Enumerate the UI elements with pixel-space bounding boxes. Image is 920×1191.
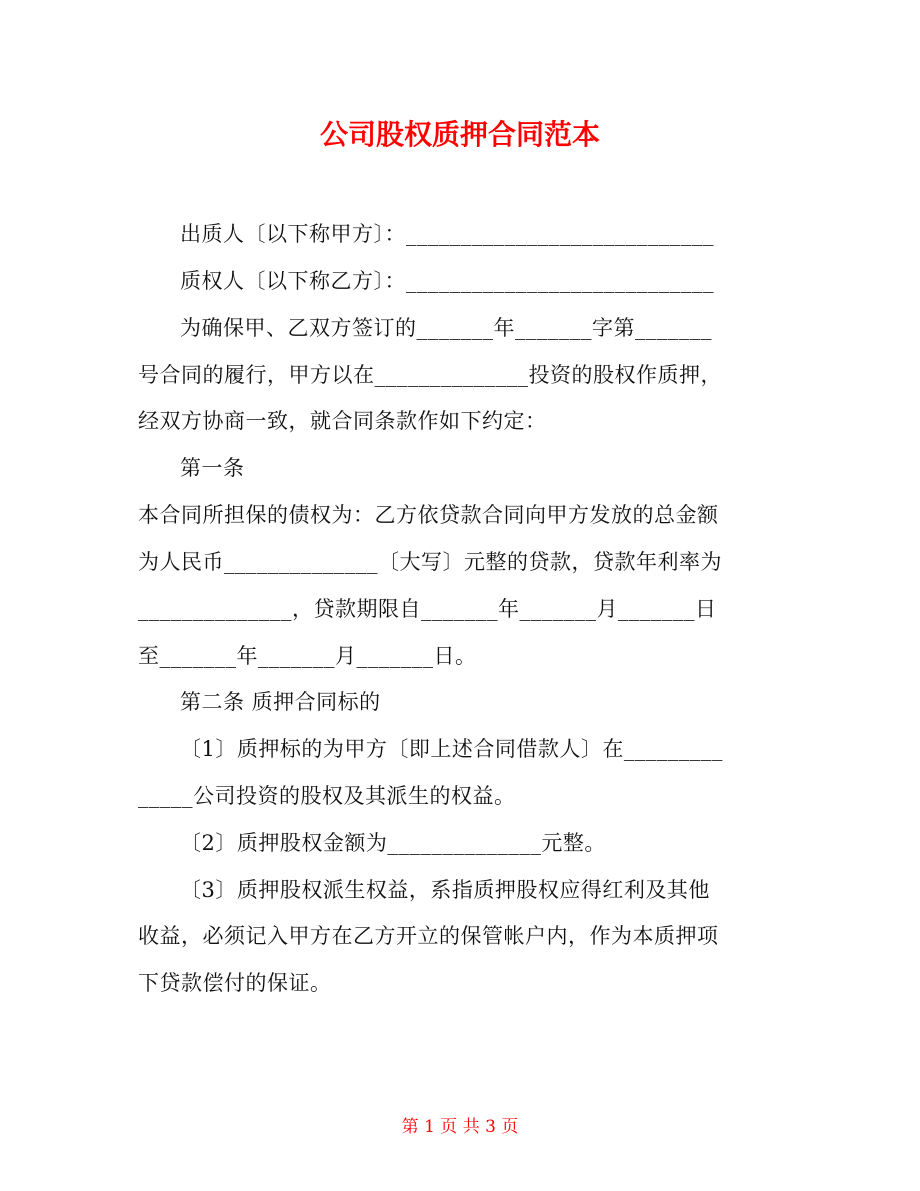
paragraph-intro-line-1: 为确保甲、乙双方签订的_______年_______字第_______ [180,316,712,340]
article-2-item-3-line-3: 下贷款偿付的保证。 [138,971,332,995]
line-pledgee: 质权人〔以下称乙方〕：____________________________ [180,269,714,293]
article-2-item-1-line-2: _____公司投资的股权及其派生的权益。 [138,784,516,808]
page-number-footer: 第 1 页 共 3 页 [401,1117,519,1137]
article-2-item-3-line-1: 〔3〕质押股权派生权益，系指质押股权应得红利及其他 [180,878,710,902]
article-1-heading: 第一条 [180,456,245,480]
article-1-line-4: 至_______年_______月_______日。 [138,644,477,668]
article-2-item-3-line-2: 收益，必须记入甲方在乙方开立的保管帐户内，作为本质押项 [138,924,719,948]
article-2-item-2: 〔2〕质押股权金额为______________元整。 [180,831,606,855]
document-title: 公司股权质押合同范本 [319,118,600,151]
article-2-heading: 第二条 质押合同标的 [180,690,381,714]
article-1-line-1: 本合同所担保的债权为：乙方依贷款合同向甲方发放的总金额 [138,503,719,527]
line-pledgor: 出质人〔以下称甲方〕：____________________________ [180,222,714,246]
article-2-item-1-line-1: 〔1〕质押标的为甲方〔即上述合同借款人〕在_________ [180,737,723,761]
article-1-line-3: ______________，贷款期限自_______年_______月_______日 [138,597,717,621]
paragraph-intro-line-2: 号合同的履行，甲方以在______________投资的股权作质押， [138,363,722,387]
paragraph-intro-line-3: 经双方协商一致，就合同条款作如下约定： [138,409,547,433]
article-1-line-2: 为人民币______________〔大写〕元整的贷款，贷款年利率为 [138,550,722,574]
